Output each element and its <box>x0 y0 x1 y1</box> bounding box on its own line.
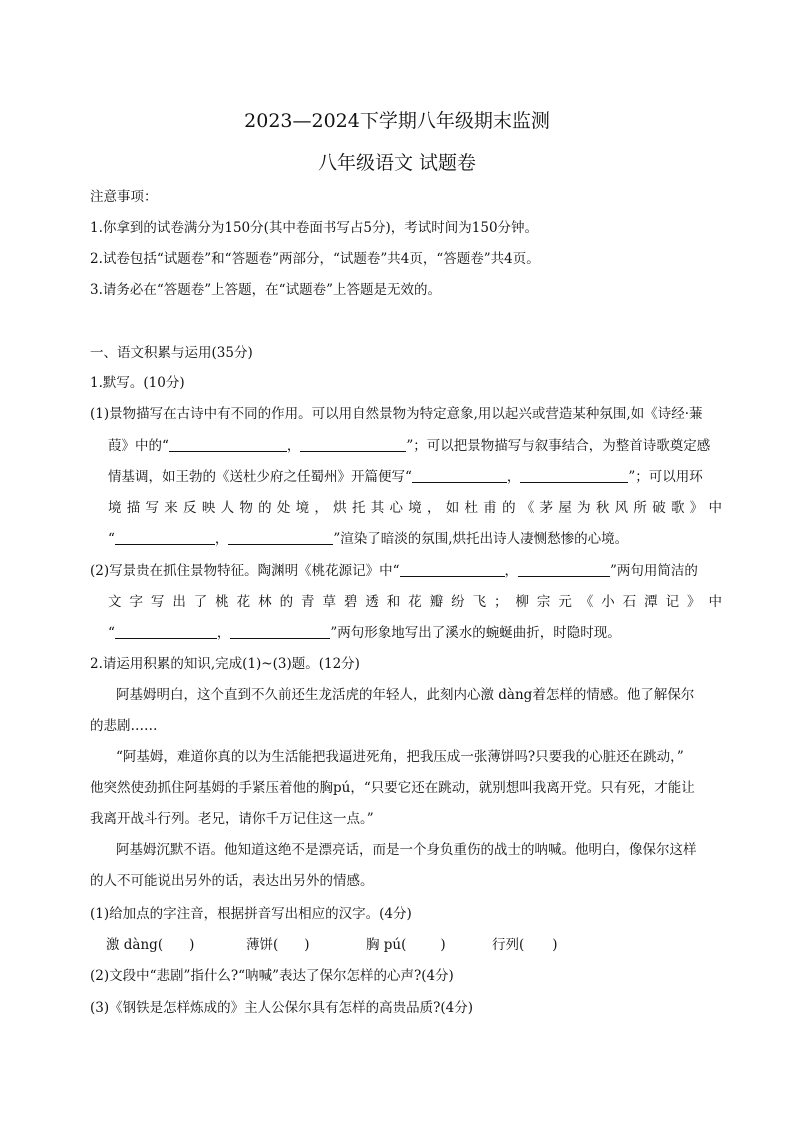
q1-part1-line: (1)景物描写在古诗中有不同的作用。可以用自然景物为特定意象,用以起兴或营造某种氛围,如《诗经·蒹 <box>90 406 703 422</box>
q1-part2-line: 文字写出了桃花林的青草碧透和花瓣纷飞；柳宗元《小石潭记》中 <box>108 594 722 610</box>
passage-line: 他突然使劲抓住阿基姆的手紧压着他的胸pú，“只要它还在跳动，就别想叫我离开党。只有死，才能让 <box>90 780 695 796</box>
answer-blank[interactable] <box>115 624 217 639</box>
passage-line: 的悲剧…… <box>90 718 158 734</box>
text-segment: ， <box>214 531 229 547</box>
answer-blank[interactable] <box>228 530 333 545</box>
fill-item <box>246 936 310 954</box>
answer-blank[interactable] <box>169 437 287 452</box>
exam-subtitle: 八年级语文 试题卷 <box>317 152 477 174</box>
q2-sub2: (2)文段中“悲剧”指什么?“呐喊”表达了保尔怎样的心声?(4分) <box>90 968 454 984</box>
fill-item <box>106 936 194 954</box>
question-1-label: 1.默写。(10分) <box>90 375 185 391</box>
text-segment: ”两句用简洁的 <box>610 563 698 579</box>
fill-item <box>366 936 446 954</box>
text-segment: ， <box>286 438 301 454</box>
q2-sub1: (1)给加点的字注音，根据拼音写出相应的汉字。(4分) <box>90 906 412 922</box>
answer-blank[interactable] <box>400 562 505 577</box>
text-segment: 薄饼( <box>246 937 279 953</box>
text-segment: “ <box>108 625 115 641</box>
answer-blank[interactable] <box>520 468 628 483</box>
q1-part1-line <box>108 530 628 548</box>
text-segment: ”；可以用环 <box>628 469 703 485</box>
notice-heading: 注意事项： <box>90 189 158 205</box>
text-segment: ， <box>216 625 231 641</box>
q1-part1-line: 境描写来反映人物的处境，烘托其心境，如杜甫的《茅屋为秋风所破歌》中 <box>108 500 722 516</box>
text-segment: 葭》中的“ <box>108 438 169 454</box>
question-2-label: 2.请运用积累的知识,完成(1)~(3)题。(12分) <box>90 656 360 672</box>
text-segment: ”渲染了暗淡的氛围,烘托出诗人凄恻愁惨的心境。 <box>333 531 629 547</box>
passage-line: “阿基姆，难道你真的以为生活能把我逼进死角，把我压成一张薄饼吗?只要我的心脏还在跳动，” <box>116 749 684 765</box>
answer-blank[interactable] <box>115 530 215 545</box>
text-segment: ， <box>504 563 519 579</box>
text-segment: 胸 pú( <box>366 937 407 953</box>
text-segment: ) <box>552 937 558 953</box>
q1-part1-line <box>108 468 703 486</box>
q1-part1-line <box>108 437 710 455</box>
q1-part2-line <box>90 562 698 580</box>
answer-blank[interactable] <box>518 562 610 577</box>
notice-item: 2.试卷包括“试题卷”和“答题卷”两部分，“试题卷”共4页，“答题卷”共4页。 <box>90 251 540 267</box>
passage-line: 的人不可能说出另外的话，表达出另外的情感。 <box>90 873 374 889</box>
text-segment: 情基调，如王勃的《送杜少府之任蜀州》开篇便写“ <box>108 469 412 485</box>
answer-blank[interactable] <box>412 468 507 483</box>
text-segment: 激 dàng( <box>106 937 164 953</box>
text-segment: ”；可以把景物描写与叙事结合，为整首诗歌奠定感 <box>406 438 711 454</box>
text-segment: (2)写景贵在抓住景物特征。陶渊明《桃花源记》中“ <box>90 563 400 579</box>
text-segment: ) <box>304 937 310 953</box>
passage-line: 阿基姆明白，这个直到不久前还生龙活虎的年轻人，此刻内心激 dàng着怎样的情感。他了解保尔 <box>116 687 695 703</box>
fill-item <box>492 936 558 954</box>
text-segment: ) <box>440 937 446 953</box>
passage-line: 我离开战斗行列。老兄，请你千万记住这一点。” <box>90 811 374 827</box>
text-segment: 行列( <box>492 937 525 953</box>
text-segment: ) <box>189 937 195 953</box>
section-heading: 一、语文积累与运用(35分) <box>90 345 253 361</box>
answer-blank[interactable] <box>300 437 406 452</box>
q1-part2-line <box>108 624 621 642</box>
notice-item: 3.请务必在“答题卷”上答题，在“试题卷”上答题是无效的。 <box>90 282 441 298</box>
text-segment: ， <box>506 469 521 485</box>
q2-sub3: (3)《钢铁是怎样炼成的》主人公保尔具有怎样的高贵品质?(4分) <box>90 1000 473 1016</box>
notice-item: 1.你拿到的试卷满分为150分(其中卷面书写占5分)，考试时间为150分钟。 <box>90 220 539 236</box>
exam-title: 2023—2024下学期八年级期末监测 <box>244 110 550 132</box>
passage-line: 阿基姆沉默不语。他知道这绝不是漂亮话，而是一个身负重伤的战士的呐喊。他明白，像保尔这样 <box>116 842 697 858</box>
text-segment: “ <box>108 531 115 547</box>
text-segment: ”两句形象地写出了溪水的蜿蜒曲折，时隐时现。 <box>330 625 621 641</box>
answer-blank[interactable] <box>230 624 330 639</box>
